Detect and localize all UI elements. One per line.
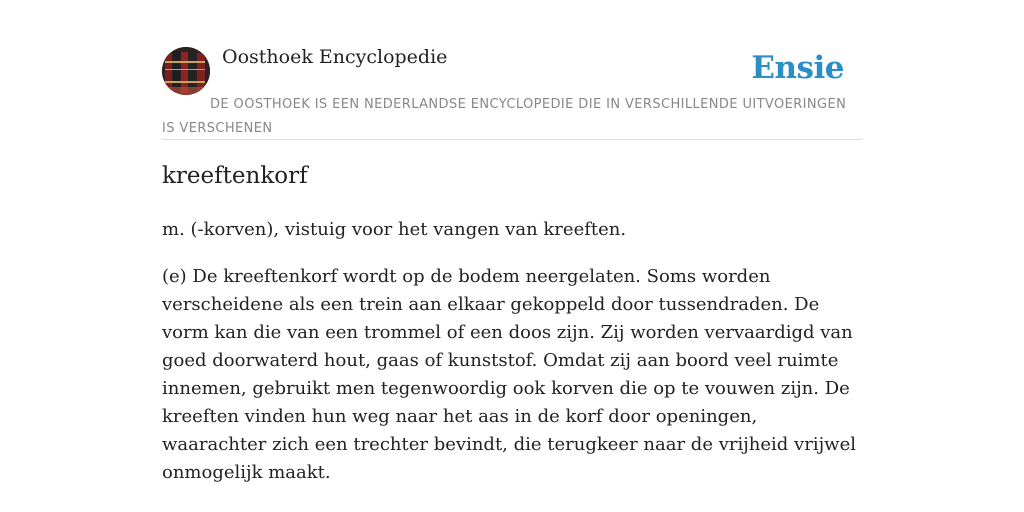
entry-headword: kreeftenkorf <box>162 163 308 189</box>
source-tagline: DE OOSTHOEK IS EEN NEDERLANDSE ENCYCLOPEDIE DIE IN VERSCHILLENDE UITVOERINGEN IS VERSCHENEN <box>162 97 847 136</box>
brand-logo[interactable]: Ensie <box>751 50 844 86</box>
page-header <box>162 44 862 140</box>
source-title[interactable]: Oosthoek Encyclopedie <box>222 46 448 68</box>
book-spines-icon[interactable] <box>162 47 210 95</box>
entry-definition-long: (e) De kreeftenkorf wordt op de bodem neergelaten. Soms worden verscheidene als een trein aan elkaar gekoppeld door tussendraden. De vorm kan die van een trommel of een doos zijn. Zij worden vervaardigd van goed doorwaterd hout, gaas of kunststof. Omdat zij aan boord veel ruimte innemen, gebruikt men tegenwoordig ook korven die op te vouwen zijn. De kreeften vinden hun weg naar het aas in de korf door openingen, waarachter zich een trechter bevindt, die terugkeer naar de vrijheid vrijwel onmogelijk maakt. <box>162 266 856 483</box>
entry-definition-short: m. (-korven), vistuig voor het vangen van kreeften. <box>162 219 627 240</box>
